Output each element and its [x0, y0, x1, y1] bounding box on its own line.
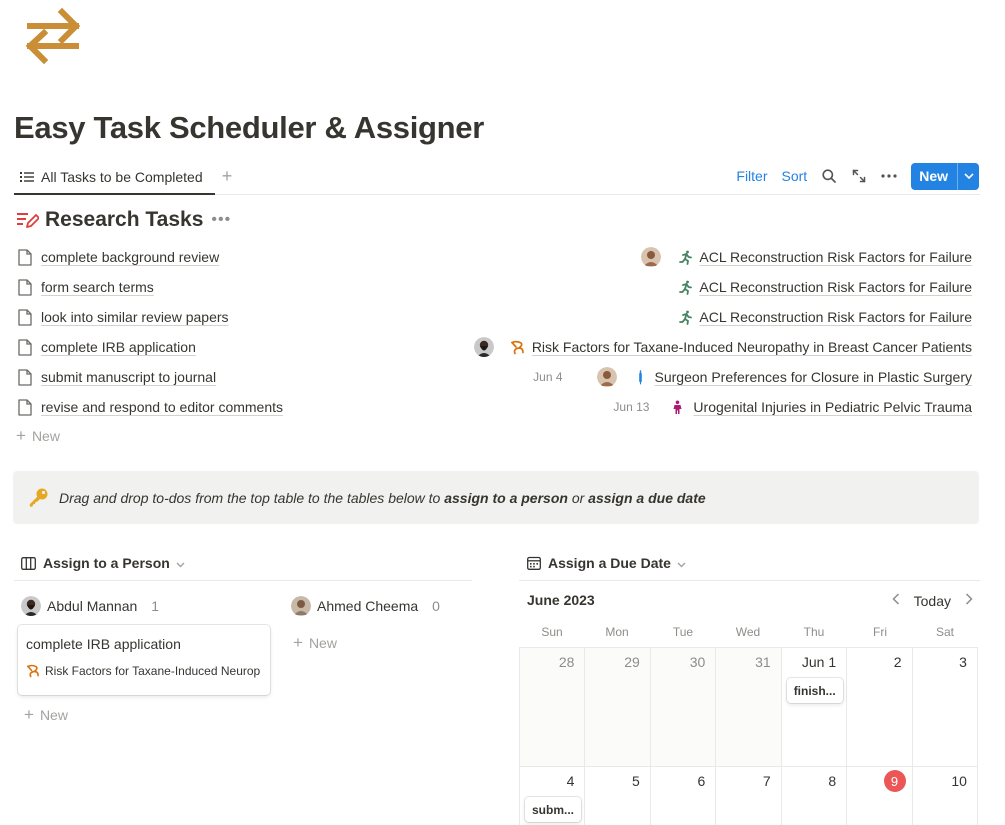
day-number: Jun 1: [801, 654, 837, 670]
plus-icon: +: [16, 426, 26, 445]
checklist-edit-icon: [17, 211, 39, 229]
calendar-event[interactable]: subm...: [525, 797, 581, 822]
today-day-number: 9: [884, 770, 906, 792]
calendar-day[interactable]: [782, 767, 847, 825]
card-title: complete IRB application: [26, 636, 181, 652]
task-properties: [474, 332, 972, 362]
divider: [519, 580, 980, 581]
calendar-day[interactable]: [913, 648, 978, 767]
task-name[interactable]: submit manuscript to journal: [41, 369, 217, 385]
chevron-down-icon[interactable]: [176, 555, 185, 571]
day-number: 10: [951, 773, 967, 789]
task-properties: [677, 302, 972, 332]
day-number: 30: [689, 654, 706, 670]
board-card[interactable]: [18, 625, 270, 695]
calendar-day[interactable]: [847, 767, 912, 825]
day-number: 29: [624, 654, 640, 670]
table-row[interactable]: [14, 362, 972, 392]
task-name[interactable]: revise and respond to editor comments: [41, 399, 284, 415]
weekday-label: Wed: [735, 625, 761, 639]
task-name[interactable]: look into similar review papers: [41, 309, 229, 325]
calendar-event[interactable]: finish...: [787, 678, 843, 703]
view-tabs-bar: [14, 160, 980, 195]
project-link[interactable]: ACL Reconstruction Risk Factors for Failure: [699, 279, 972, 295]
project-link[interactable]: ACL Reconstruction Risk Factors for Failure: [699, 309, 972, 325]
plus-icon: +: [293, 633, 303, 652]
add-new-card-button[interactable]: [291, 629, 440, 657]
calendar-week: [520, 767, 978, 825]
filter-button[interactable]: Filter: [736, 168, 768, 184]
column-header[interactable]: [291, 595, 440, 617]
toolbar: [736, 162, 980, 190]
project-link[interactable]: Surgeon Preferences for Closure in Plastic Surgery: [654, 369, 972, 385]
task-properties: [533, 362, 972, 392]
tab-all-tasks[interactable]: [14, 160, 215, 195]
page-title: Easy Task Scheduler & Assigner: [14, 110, 484, 145]
weekday-label: Thu: [803, 625, 825, 639]
callout-text: Drag and drop to-dos from the top table to the tables below to assign to a person or assign a due date: [59, 489, 706, 506]
expand-icon[interactable]: [851, 168, 867, 184]
add-new-label: New: [39, 707, 68, 723]
search-icon[interactable]: [821, 168, 837, 184]
ribbon-icon: [510, 339, 526, 355]
child-icon: [669, 399, 685, 415]
day-number: 5: [632, 773, 640, 789]
document-icon: [18, 279, 32, 296]
calendar-grid: [519, 647, 978, 825]
day-number: 2: [893, 654, 902, 670]
task-properties: [641, 242, 972, 272]
column-name: Ahmed Cheema: [317, 598, 419, 614]
syringe-icon: [633, 369, 649, 385]
card-project-name: Risk Factors for Taxane-Induced Neurop: [45, 664, 261, 678]
task-name[interactable]: complete IRB application: [41, 339, 196, 355]
weekday-label: Sun: [541, 625, 563, 639]
calendar-day[interactable]: [716, 767, 781, 825]
document-icon: [18, 309, 32, 326]
calendar-day[interactable]: [585, 767, 650, 825]
board-view-title[interactable]: [21, 551, 185, 575]
avatar[interactable]: [597, 367, 617, 387]
day-number: 4: [566, 773, 575, 789]
arrows-swap-icon[interactable]: [22, 6, 84, 66]
document-icon: [18, 369, 32, 386]
task-list: [14, 242, 972, 450]
research-tasks-heading[interactable]: [17, 206, 231, 234]
column-header[interactable]: [21, 595, 159, 617]
project-link[interactable]: ACL Reconstruction Risk Factors for Failure: [699, 249, 972, 265]
avatar: [291, 596, 311, 616]
column-count: 1: [151, 598, 160, 614]
calendar-icon: [527, 556, 541, 570]
calendar-week: [520, 648, 978, 767]
running-person-icon: [677, 279, 693, 295]
document-icon: [18, 399, 32, 416]
ribbon-icon: [26, 664, 40, 678]
more-icon[interactable]: •••: [211, 211, 232, 228]
day-number: 31: [755, 654, 771, 670]
key-icon: [27, 487, 49, 509]
task-properties: [677, 272, 972, 302]
calendar-day[interactable]: [913, 767, 978, 825]
divider: [14, 580, 472, 581]
weekday-label: Mon: [605, 625, 629, 639]
board-title: Assign to a Person: [43, 555, 170, 571]
task-name[interactable]: form search terms: [41, 279, 154, 295]
avatar[interactable]: [474, 337, 494, 357]
add-view-button[interactable]: +: [221, 166, 233, 186]
today-button[interactable]: Today: [913, 592, 951, 609]
add-new-label: New: [31, 428, 60, 444]
calendar-month: June 2023: [527, 592, 595, 608]
project-link[interactable]: Urogenital Injuries in Pediatric Pelvic Trauma: [693, 399, 972, 415]
running-person-icon: [677, 309, 693, 325]
chevron-left-icon[interactable]: [892, 592, 900, 609]
weekday-label: Sat: [935, 625, 954, 639]
calendar-day[interactable]: [520, 767, 585, 825]
calendar-day[interactable]: [585, 648, 650, 767]
calendar-day[interactable]: [847, 648, 912, 767]
sort-button[interactable]: Sort: [781, 168, 808, 184]
task-properties: [613, 392, 972, 422]
calendar-day[interactable]: [782, 648, 847, 767]
weekday-label: Fri: [873, 625, 887, 639]
day-number: 6: [697, 773, 706, 789]
table-row[interactable]: [14, 302, 972, 332]
document-icon: [18, 339, 32, 356]
column-count: 0: [432, 598, 440, 614]
chevron-right-icon[interactable]: [965, 592, 973, 609]
chevron-down-icon[interactable]: [677, 555, 686, 571]
callout: [13, 471, 979, 524]
calendar-day[interactable]: [651, 767, 716, 825]
more-icon[interactable]: [881, 168, 897, 184]
add-new-card-button[interactable]: [22, 701, 68, 729]
new-button[interactable]: [911, 163, 979, 190]
calendar-day[interactable]: [716, 648, 781, 767]
avatar[interactable]: [641, 247, 661, 267]
day-number: 3: [959, 654, 967, 670]
tab-label: All Tasks to be Completed: [41, 168, 203, 185]
add-new-label: New: [308, 635, 337, 651]
calendar-day[interactable]: [651, 648, 716, 767]
due-date[interactable]: Jun 4: [533, 370, 563, 384]
column-name: Abdul Mannan: [47, 598, 138, 614]
card-project[interactable]: [26, 664, 262, 678]
day-number: 8: [828, 773, 837, 789]
weekday-label: Tue: [672, 625, 694, 639]
calendar-nav: [892, 592, 973, 609]
board-icon: [21, 557, 36, 570]
chevron-down-icon[interactable]: [957, 163, 979, 190]
due-date[interactable]: Jun 13: [613, 400, 650, 414]
board-column: [21, 595, 159, 617]
table-row[interactable]: [14, 242, 972, 272]
document-icon: [18, 249, 32, 266]
add-new-row-button[interactable]: [14, 422, 972, 450]
new-button-label: New: [919, 168, 948, 184]
day-number: 28: [558, 654, 575, 670]
board-column: [291, 595, 440, 657]
running-person-icon: [677, 249, 693, 265]
project-link[interactable]: Risk Factors for Taxane-Induced Neuropathy in Breast Cancer Patients: [531, 339, 972, 355]
plus-icon: +: [24, 705, 34, 724]
table-row[interactable]: [14, 392, 972, 422]
calendar-view-title[interactable]: [527, 551, 686, 575]
calendar-day[interactable]: [520, 648, 585, 767]
table-row[interactable]: [14, 272, 972, 302]
avatar: [21, 596, 41, 616]
section-title: Research Tasks: [45, 208, 204, 231]
list-icon: [20, 171, 34, 183]
task-name[interactable]: complete background review: [41, 249, 220, 265]
day-number: 7: [762, 773, 771, 789]
calendar-title: Assign a Due Date: [548, 555, 671, 571]
table-row[interactable]: [14, 332, 972, 362]
